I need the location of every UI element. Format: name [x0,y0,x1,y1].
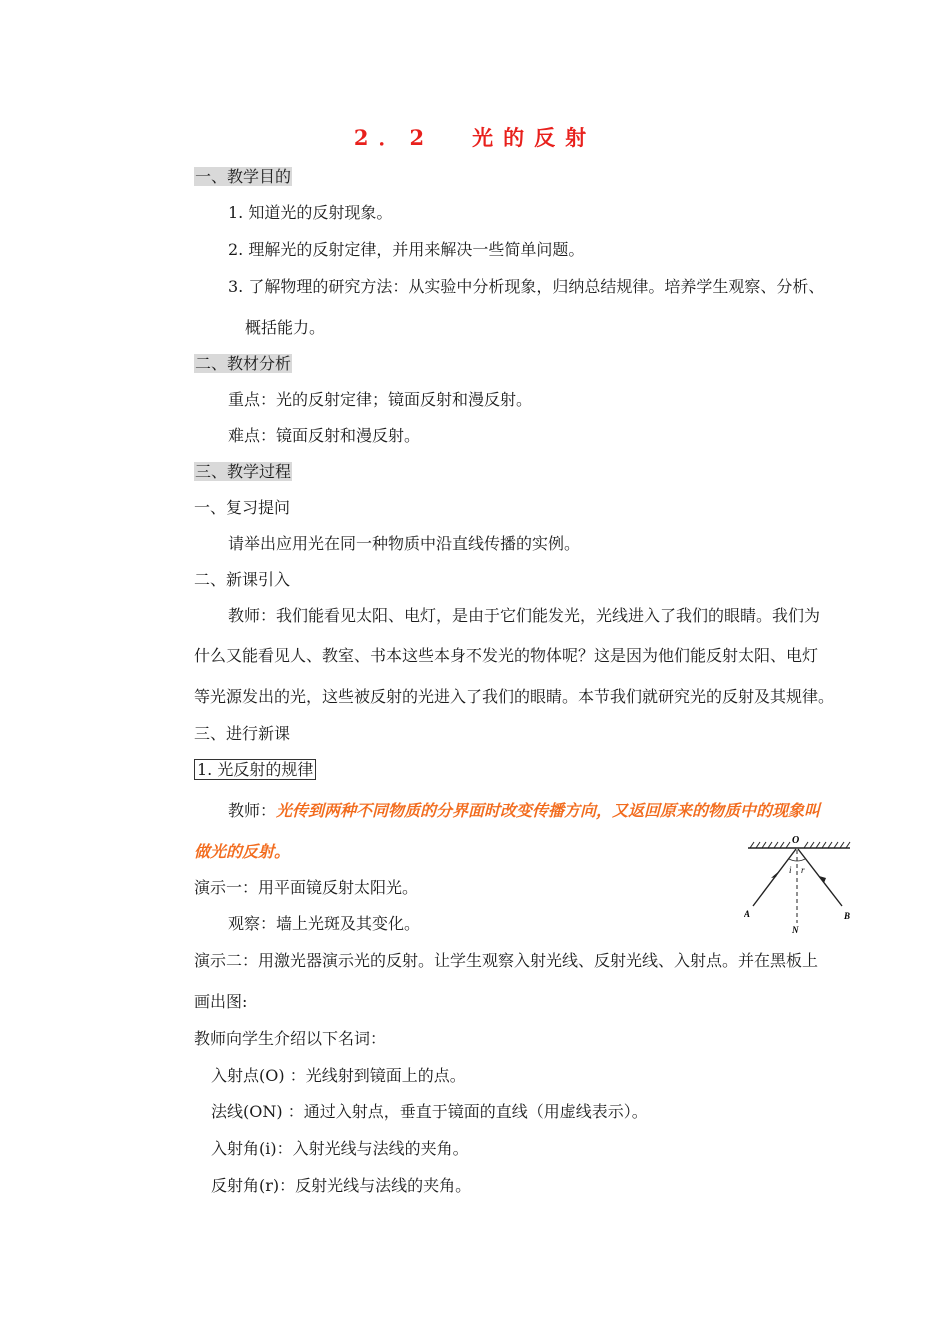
label-o: O [792,835,800,846]
label-b: B [844,911,851,921]
reflected-arrow-icon [819,876,826,883]
section3-heading: 三、教学过程 [195,462,292,481]
intro-line-2: 什么又能看见人、教室、书本这些本身不发光的物体呢？这是因为他们能反射太阳、电灯 [194,646,819,665]
objective-item-1: 1. 知道光的反射现象。 [228,203,393,222]
reflection-diagram [744,833,854,935]
objective-item-3: 3. 了解物理的研究方法：从实验中分析现象，归纳总结规律。培养学生观察、分析、 [228,277,825,296]
review-heading: 一、复习提问 [194,498,291,517]
term-normal-line: 法线(ON) ：通过入射点，垂直于镜面的直线（用虚线表示）。 [211,1102,648,1121]
difficulty: 难点：镜面反射和漫反射。 [228,426,421,445]
reflected-ray [798,849,842,906]
objective-item-3-cont: 概括能力。 [245,318,326,337]
definition-line-1: 教师：光传到两种不同物质的分界面时改变传播方向，又返回原来的物质中的现象叫 [228,801,821,820]
term-incidence-point: 入射点(O) ：光线射到镜面上的点。 [211,1066,466,1085]
new-lesson-heading: 三、进行新课 [194,724,291,743]
demo-1: 演示一：用平面镜反射太阳光。 [194,878,419,897]
title-text: 光的反射 [472,125,597,150]
section2-heading: 二、教材分析 [195,354,292,373]
label-i: i [789,865,792,875]
label-a: A [744,909,751,919]
term-incidence-angle: 入射角(i)：入射光线与法线的夹角。 [211,1139,469,1158]
title-number: 2．2 [353,125,435,150]
definition-line-2: 做光的反射。 [194,842,291,861]
intro-line-1: 教师：我们能看见太阳、电灯，是由于它们能发光，光线进入了我们的眼睛。我们为 [228,606,821,625]
key-points: 重点：光的反射定律；镜面反射和漫反射。 [228,390,533,409]
demo-2-line-2: 画出图: [194,992,248,1011]
intro-line-3: 等光源发出的光，这些被反射的光进入了我们的眼睛。本节我们就研究光的反射及其规律。 [194,687,835,706]
incident-ray [753,849,796,906]
page-title [0,124,950,152]
terms-intro: 教师向学生介绍以下名词： [194,1029,387,1048]
label-n: N [792,925,799,935]
label-r: r [801,865,805,875]
intro-heading: 二、新课引入 [194,570,291,589]
subheading-reflection-law: 1. 光反射的规律 [194,760,316,780]
demo-2-line-1: 演示二：用激光器演示光的反射。让学生观察入射光线、反射光线、入射点。并在黑板上 [194,951,819,970]
section1-heading: 一、教学目的 [195,167,292,186]
objective-item-2: 2. 理解光的反射定律，并用来解决一些简单问题。 [228,240,585,259]
review-text: 请举出应用光在同一种物质中沿直线传播的实例。 [228,534,581,553]
term-reflection-angle: 反射角(r)：反射光线与法线的夹角。 [211,1176,472,1195]
observe: 观察：墙上光斑及其变化。 [228,914,421,933]
